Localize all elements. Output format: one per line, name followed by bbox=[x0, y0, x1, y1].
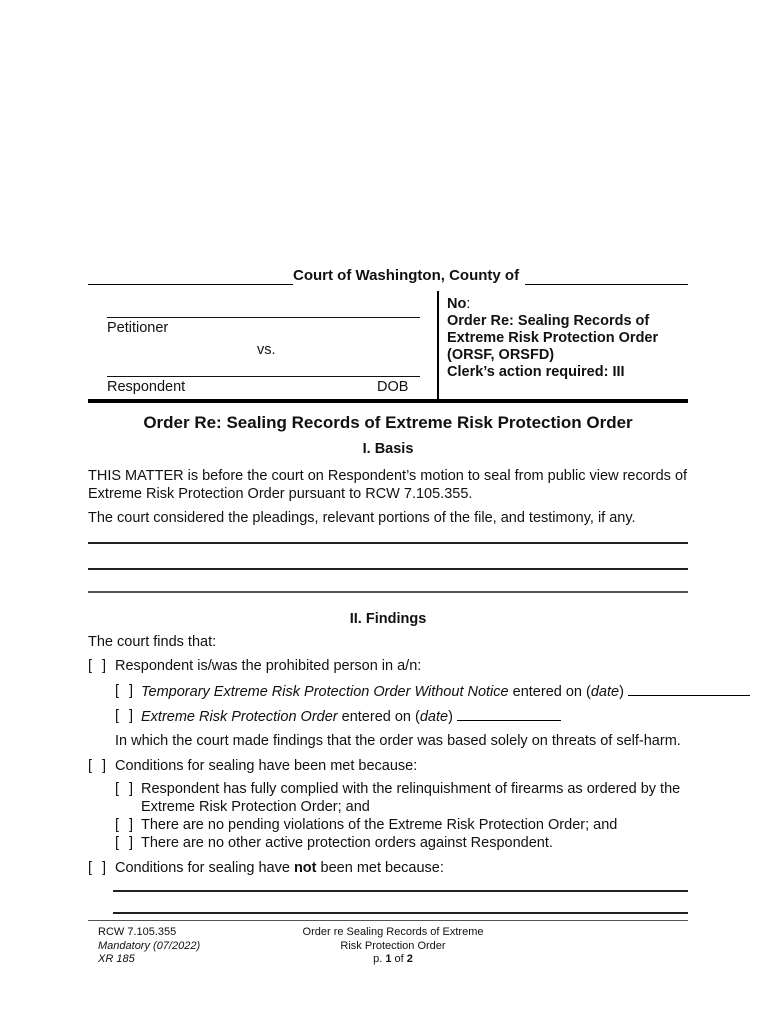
finding-item-label: Conditions for sealing have been met because: bbox=[115, 758, 418, 774]
caption-parties-cell bbox=[88, 291, 437, 399]
write-in-line[interactable] bbox=[113, 912, 688, 914]
met-subitem-label: Respondent has fully complied with the relinquishment of firearms as ordered by the Extreme Risk Protection Order; and bbox=[141, 781, 681, 815]
met-subitem-label: There are no pending violations of the Extreme Risk Protection Order; and bbox=[141, 817, 618, 833]
erpo-order-date-blank[interactable] bbox=[457, 707, 561, 721]
findings-intro: The court finds that: bbox=[88, 634, 217, 650]
close-paren-text: ) bbox=[619, 684, 628, 700]
checkbox[interactable]: [ ] bbox=[115, 835, 137, 851]
section-basis-heading: I. Basis bbox=[362, 441, 414, 457]
section-findings-heading: II. Findings bbox=[349, 611, 427, 627]
finding-item-prohibited-person bbox=[88, 657, 688, 675]
finding-subitem-label bbox=[141, 707, 688, 726]
caption-order-title-line: Order Re: Sealing Records of bbox=[447, 313, 650, 329]
finding-subitem-temporary-order bbox=[115, 682, 688, 701]
page-title: Order Re: Sealing Records of Extreme Risk Protection Order bbox=[143, 413, 633, 432]
basis-paragraph-2: The court considered the pleadings, relevant portions of the file, and testimony, if any. bbox=[88, 510, 636, 526]
write-in-line[interactable] bbox=[88, 568, 688, 570]
footer-mandatory-date: Mandatory (07/2022) bbox=[98, 939, 201, 952]
write-in-line[interactable] bbox=[88, 542, 688, 544]
caption-order-title-line: (ORSF, ORSFD) bbox=[447, 347, 555, 363]
petitioner-label: Petitioner bbox=[107, 320, 169, 336]
finding-item-conditions-met bbox=[88, 757, 688, 775]
basis-paragraph-1: THIS MATTER is before the court on Respondent’s motion to seal from public view records of Extreme Risk Protection Order pursuant to RCW 7.105.355. bbox=[88, 468, 688, 502]
temporary-order-date-blank[interactable] bbox=[628, 682, 750, 696]
footer-form-title bbox=[295, 926, 492, 967]
county-name-blank[interactable] bbox=[525, 270, 688, 285]
entered-on-text: entered on ( bbox=[508, 684, 591, 700]
close-paren-text: ) bbox=[448, 709, 457, 725]
met-subitem-label: There are no other active protection orders against Respondent. bbox=[141, 835, 553, 851]
finding-item-label bbox=[115, 859, 688, 877]
checkbox[interactable]: [ ] bbox=[115, 708, 137, 724]
dob-label: DOB bbox=[377, 379, 409, 395]
not-met-pre-text: Conditions for sealing have bbox=[115, 860, 294, 876]
clerks-action-note: Clerk’s action required: III bbox=[447, 364, 625, 380]
court-header-label: Court of Washington, County of bbox=[293, 267, 520, 284]
not-met-post-text: been met because: bbox=[316, 860, 444, 876]
order-name-italic: Extreme Risk Protection Order bbox=[141, 709, 338, 725]
date-word-italic: date bbox=[590, 684, 620, 700]
respondent-row bbox=[107, 378, 420, 396]
checkbox[interactable]: [ ] bbox=[115, 817, 137, 833]
case-number-label: No bbox=[447, 296, 467, 312]
page-pre-text: p. bbox=[373, 953, 386, 965]
finding-subitem-erpo-order bbox=[115, 707, 688, 726]
caption-order-title-line: Extreme Risk Protection Order bbox=[447, 330, 659, 346]
footer-form-number: XR 185 bbox=[98, 953, 135, 965]
finding-item-conditions-not-met bbox=[88, 859, 688, 877]
page-of-text: of bbox=[391, 953, 407, 965]
respondent-name-blank[interactable] bbox=[107, 376, 420, 377]
finding-item-label: Respondent is/was the prohibited person in a/n: bbox=[115, 658, 422, 674]
write-in-line[interactable] bbox=[88, 591, 688, 593]
finding-subitem-label bbox=[141, 682, 750, 701]
caption-case-info-cell bbox=[437, 291, 688, 399]
footer-form-identifier bbox=[88, 926, 295, 967]
footer-rcw-citation: RCW 7.105.355 bbox=[98, 926, 177, 938]
case-number-row bbox=[447, 296, 684, 313]
met-subitem-no-other-orders bbox=[115, 834, 688, 852]
checkbox[interactable]: [ ] bbox=[88, 860, 110, 876]
self-harm-note: In which the court made findings that the order was based solely on threats of self-harm. bbox=[115, 733, 681, 749]
case-number-colon: : bbox=[466, 296, 471, 312]
date-word-italic: date bbox=[419, 709, 449, 725]
page-number: 1 bbox=[385, 953, 392, 965]
write-in-line[interactable] bbox=[113, 890, 688, 892]
versus-label: vs. bbox=[257, 342, 276, 358]
page-total: 2 bbox=[406, 953, 413, 965]
footer-title-line: Risk Protection Order bbox=[340, 939, 446, 952]
footer-title-line: Order re Sealing Records of Extreme bbox=[302, 926, 484, 938]
entered-on-text: entered on ( bbox=[337, 709, 420, 725]
order-name-italic: Temporary Extreme Risk Protection Order Without Notice bbox=[141, 684, 509, 700]
met-subitem-firearms-compliance bbox=[115, 780, 688, 816]
caption-order-title bbox=[447, 313, 684, 381]
checkbox[interactable]: [ ] bbox=[88, 758, 110, 774]
not-met-bold-word: not bbox=[293, 860, 317, 876]
footer-spacer bbox=[491, 926, 688, 967]
met-subitem-no-pending-violations bbox=[115, 816, 688, 834]
respondent-label: Respondent bbox=[107, 379, 186, 395]
court-header bbox=[88, 267, 688, 285]
checkbox[interactable]: [ ] bbox=[115, 683, 137, 699]
footer-separator bbox=[88, 920, 688, 921]
court-name-blank[interactable] bbox=[88, 270, 293, 285]
page-footer bbox=[88, 926, 688, 967]
case-caption-table bbox=[88, 291, 688, 403]
checkbox[interactable]: [ ] bbox=[115, 781, 137, 797]
petitioner-name-blank[interactable] bbox=[107, 317, 420, 318]
checkbox[interactable]: [ ] bbox=[88, 658, 110, 674]
footer-page-number bbox=[295, 953, 492, 967]
